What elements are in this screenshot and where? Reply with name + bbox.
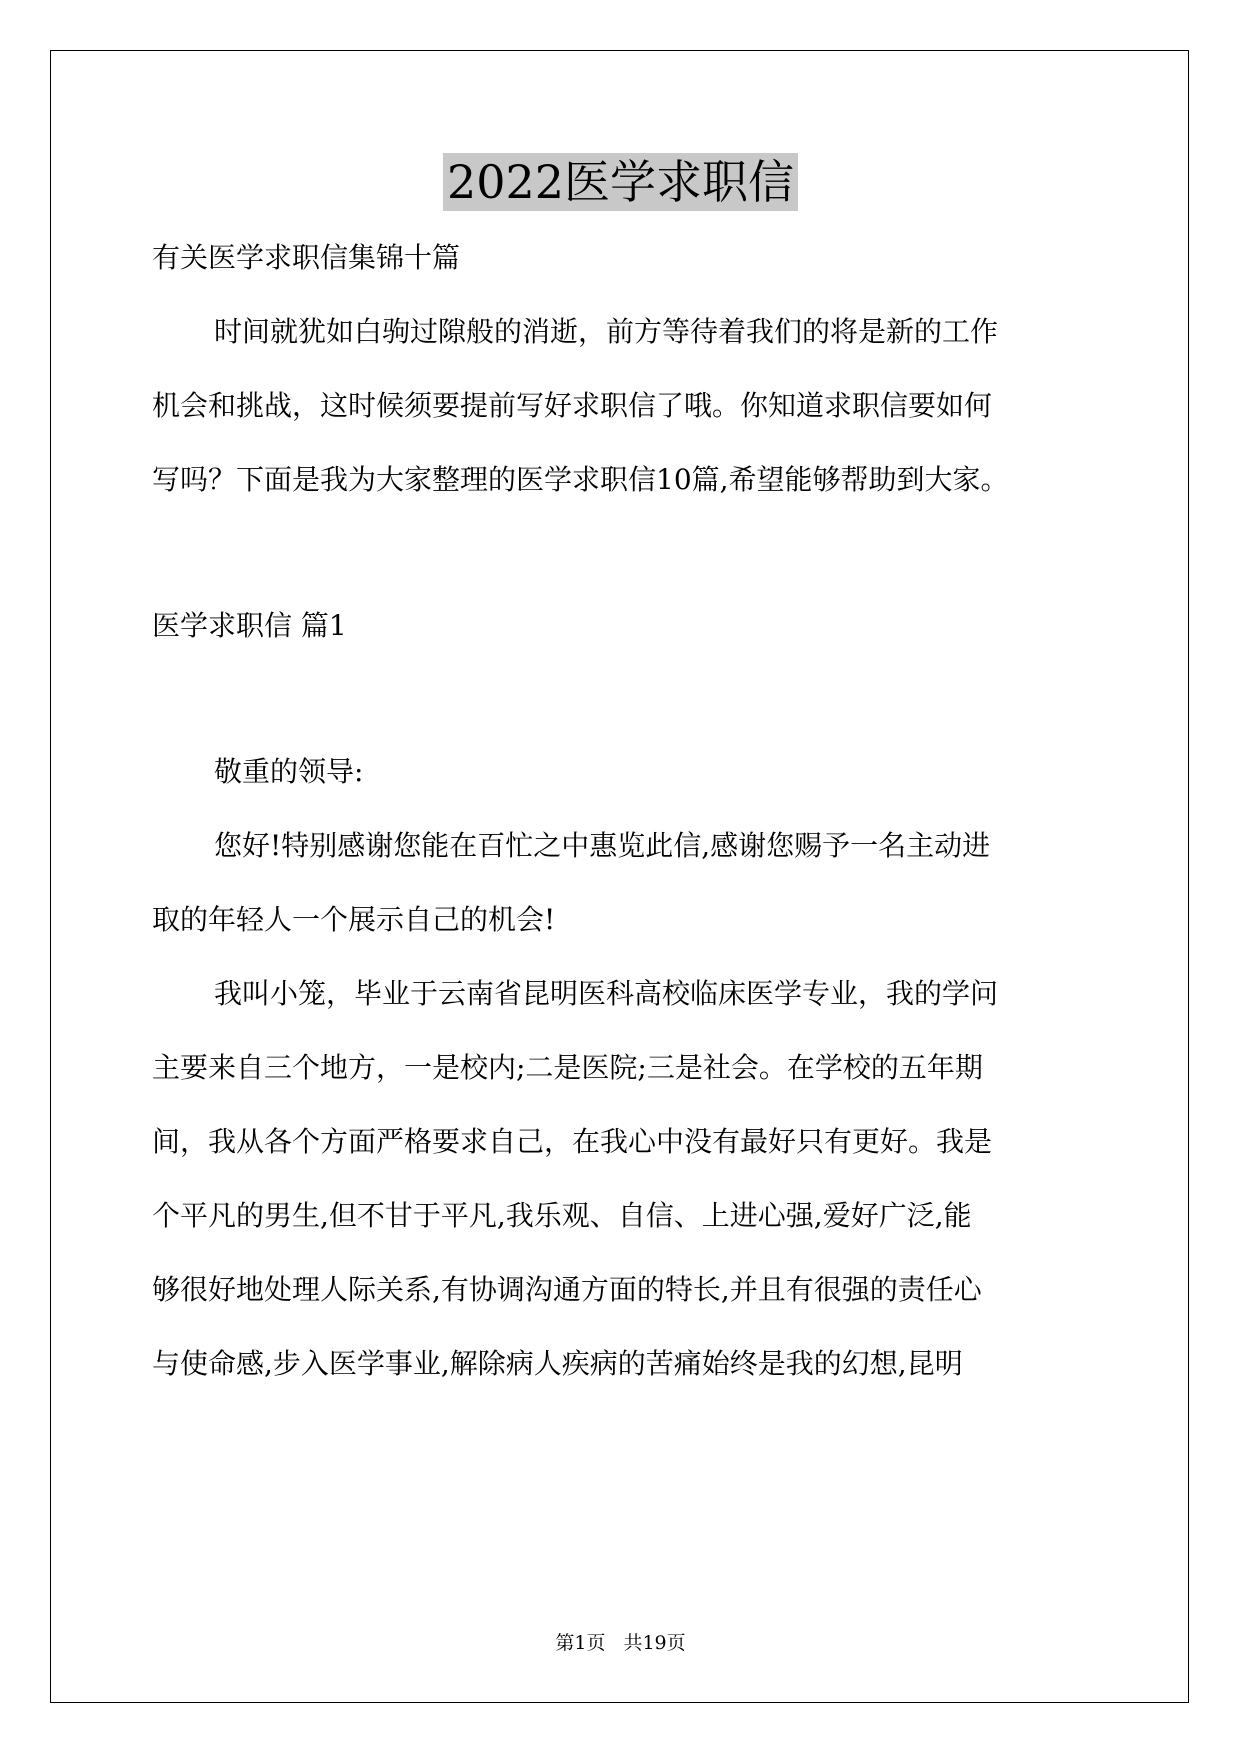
body-line-2: 取的年轻人一个展示自己的机会! [152,903,556,936]
intro-line-1: 时间就犹如白驹过隙般的消逝，前方等待着我们的将是新的工作 [214,315,999,348]
body-line-8: 与使命感,步入医学事业,解除病人疾病的苦痛始终是我的幻想,昆明 [152,1347,963,1380]
body-line-4: 主要来自三个地方，一是校内;二是医院;三是社会。在学校的五年期 [152,1051,983,1084]
section-heading: 医学求职信 篇1 [152,609,347,642]
subtitle: 有关医学求职信集锦十篇 [152,241,461,274]
document-title: 2022医学求职信 [443,153,798,211]
body-line-3: 我叫小笼，毕业于云南省昆明医科高校临床医学专业，我的学问 [214,977,999,1010]
salutation: 敬重的领导: [214,755,364,788]
document-title-block [0,152,1241,212]
body-line-7: 够很好地处理人际关系,有协调沟通方面的特长,并且有很强的责任心 [152,1273,982,1306]
body-line-5: 间，我从各个方面严格要求自己，在我心中没有最好只有更好。我是 [152,1125,993,1158]
page-number: 第1页 [555,1632,606,1654]
body-line-1: 您好!特别感谢您能在百忙之中惠览此信,感谢您赐予一名主动进 [214,829,991,862]
intro-line-2: 机会和挑战，这时候须要提前写好求职信了哦。你知道求职信要如何 [152,389,993,422]
body-line-6: 个平凡的男生,但不甘于平凡,我乐观、自信、上进心强,爱好广泛,能 [152,1199,972,1232]
page-border [50,50,1189,1703]
intro-line-3: 写吗？下面是我为大家整理的医学求职信10篇,希望能够帮助到大家。 [152,463,1009,496]
page-footer [0,1630,1241,1656]
total-pages: 共19页 [623,1632,686,1654]
